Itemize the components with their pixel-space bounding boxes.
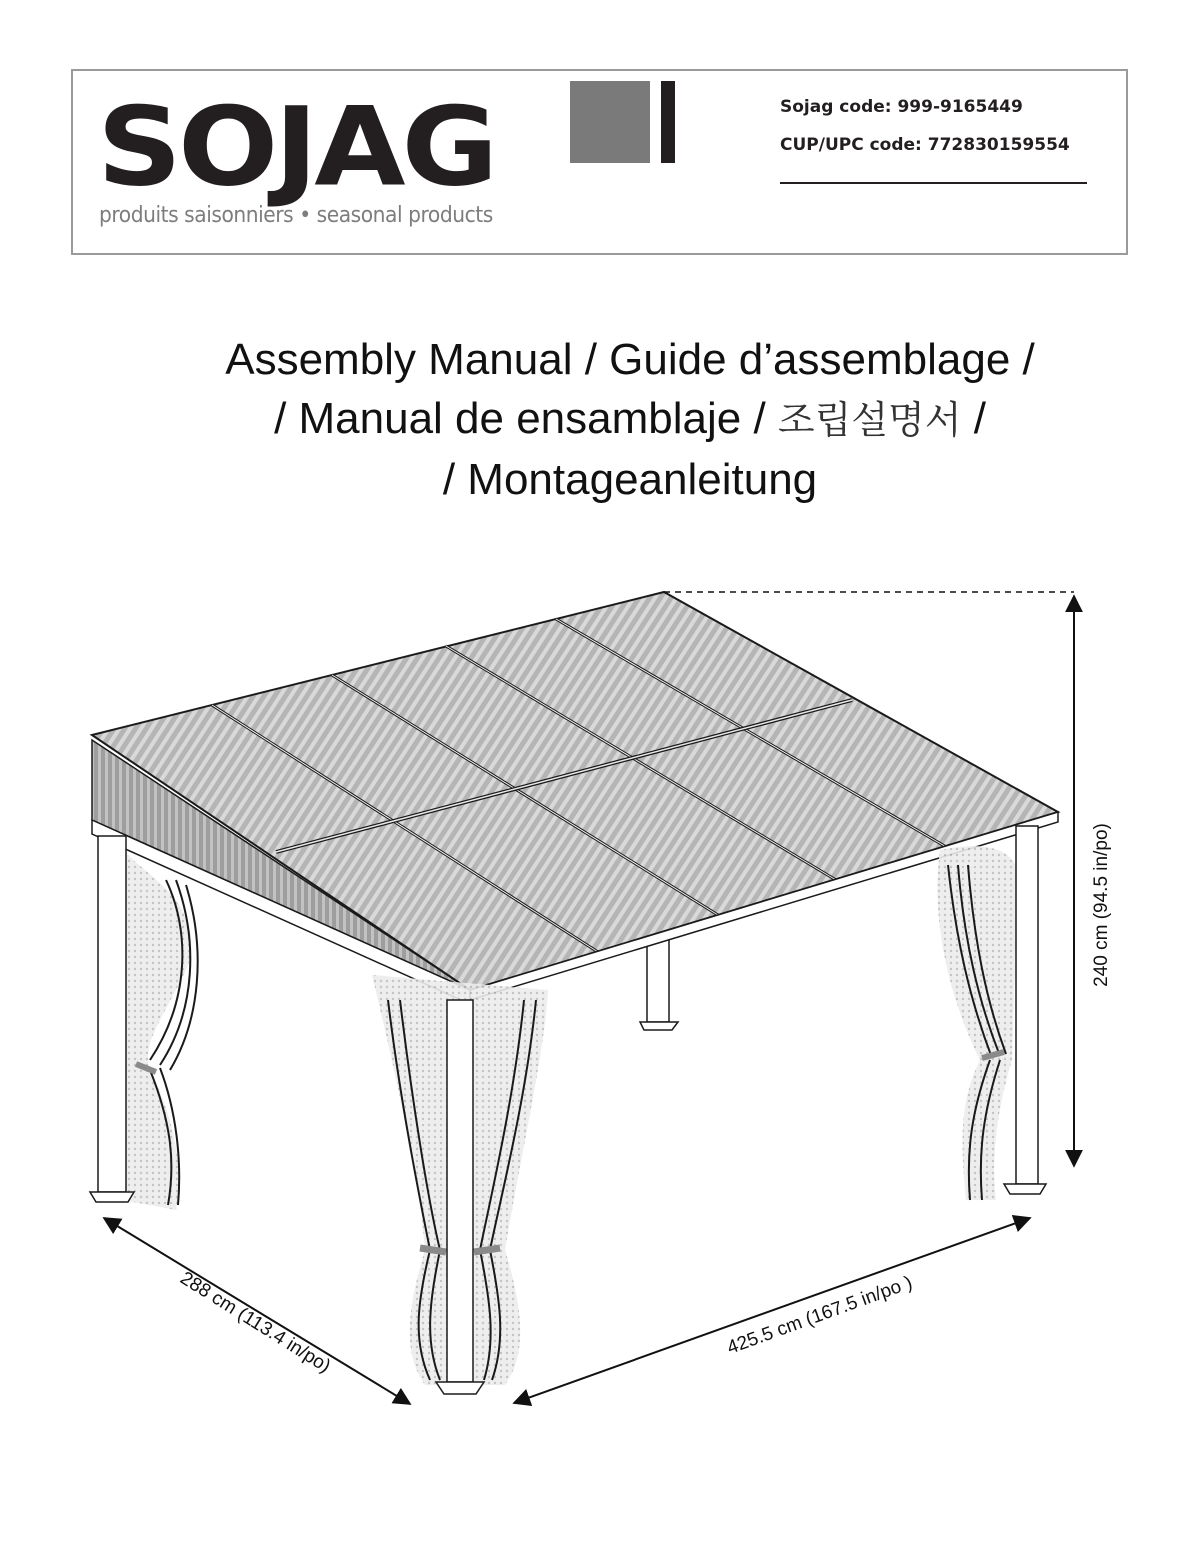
curtain-left-back bbox=[118, 845, 198, 1210]
title-line-1: Assembly Manual / Guide d’assemblage / bbox=[225, 335, 1035, 384]
title-spanish: / Manual de ensamblaje / bbox=[274, 394, 778, 443]
brand-tagline: produits saisonniers • seasonal products bbox=[99, 203, 493, 228]
roof bbox=[92, 592, 1058, 1000]
back-post bbox=[640, 940, 678, 1030]
title-line-2-suffix: / bbox=[961, 394, 986, 443]
height-dimension-label: 240 cm (94.5 in/po) bbox=[1091, 823, 1112, 987]
width-dimension-arrow bbox=[514, 1218, 1030, 1403]
sojag-code: Sojag code: 999-9165449 bbox=[780, 97, 1023, 117]
brand-name: SOJAG bbox=[97, 83, 495, 211]
upc-code: CUP/UPC code: 772830159554 bbox=[780, 135, 1070, 155]
depth-dimension-label: 288 cm (113.4 in/po) bbox=[176, 1267, 335, 1378]
curtain-right bbox=[937, 846, 1018, 1200]
title-korean: 조립설명서 bbox=[777, 398, 962, 442]
title-line-3: / Montageanleitung bbox=[442, 455, 818, 504]
width-dimension-label: 425.5 cm (167.5 in/po ) bbox=[724, 1272, 916, 1359]
